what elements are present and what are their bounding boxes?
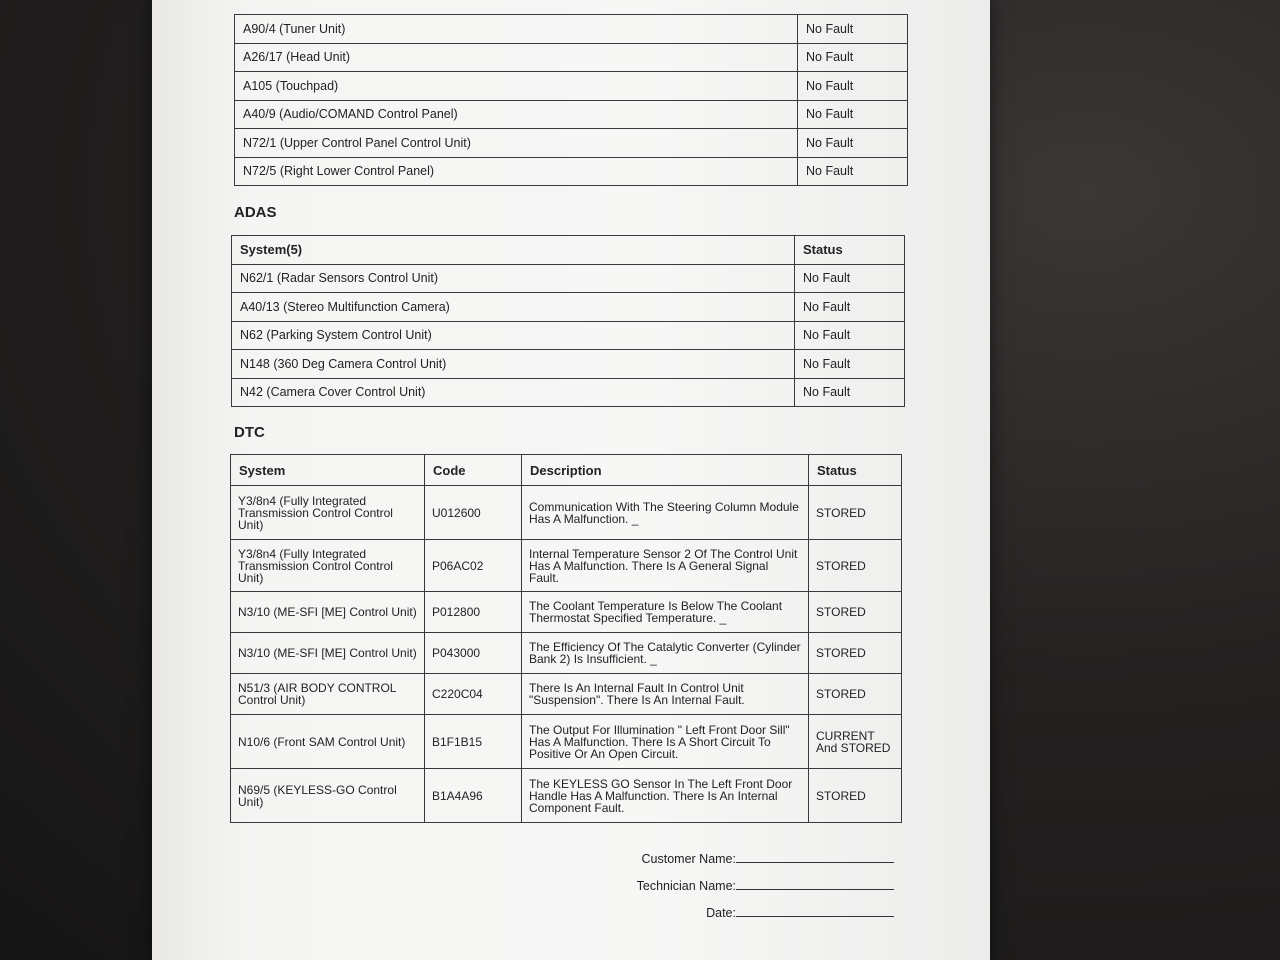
system-cell: A90/4 (Tuner Unit) bbox=[235, 15, 798, 44]
status-cell: STORED bbox=[809, 592, 902, 633]
system-cell: A40/13 (Stereo Multifunction Camera) bbox=[232, 293, 795, 322]
description-cell: There Is An Internal Fault In Control Unit "Suspension". There Is An Internal Fault. bbox=[522, 674, 809, 715]
status-cell: No Fault bbox=[795, 321, 905, 350]
status-cell: STORED bbox=[809, 486, 902, 540]
table-row bbox=[235, 15, 908, 44]
status-cell: STORED bbox=[809, 769, 902, 823]
system-cell: N3/10 (ME-SFI [ME] Control Unit) bbox=[231, 633, 425, 674]
system-cell: Y3/8n4 (Fully Integrated Transmission Control Control Unit) bbox=[231, 486, 425, 540]
system-cell: N42 (Camera Cover Control Unit) bbox=[232, 378, 795, 407]
system-cell: N3/10 (ME-SFI [ME] Control Unit) bbox=[231, 592, 425, 633]
customer-name-line bbox=[600, 852, 900, 866]
status-header: Status bbox=[795, 236, 905, 265]
system-cell: N69/5 (KEYLESS-GO Control Unit) bbox=[231, 769, 425, 823]
customer-name-label: Customer Name: bbox=[641, 852, 736, 866]
status-header: Status bbox=[809, 455, 902, 486]
system-header: System(5) bbox=[232, 236, 795, 265]
code-cell: P06AC02 bbox=[425, 540, 522, 592]
system-cell: A26/17 (Head Unit) bbox=[235, 43, 798, 72]
adas-table bbox=[231, 235, 905, 407]
system-cell: A105 (Touchpad) bbox=[235, 72, 798, 101]
description-cell: The Output For Illumination " Left Front Door Sill" Has A Malfunction. There Is A Short Circuit To Positive Or An Open Circuit. bbox=[522, 715, 809, 769]
system-cell: N51/3 (AIR BODY CONTROL Control Unit) bbox=[231, 674, 425, 715]
status-cell: No Fault bbox=[798, 129, 908, 158]
table-row bbox=[235, 43, 908, 72]
dtc-table bbox=[230, 454, 902, 823]
status-cell: STORED bbox=[809, 633, 902, 674]
description-cell: The Efficiency Of The Catalytic Converter (Cylinder Bank 2) Is Insufficient. _ bbox=[522, 633, 809, 674]
table-row bbox=[231, 633, 902, 674]
system-cell: N62/1 (Radar Sensors Control Unit) bbox=[232, 264, 795, 293]
date-label: Date: bbox=[706, 906, 736, 920]
signature-blank bbox=[736, 879, 894, 890]
technician-name-label: Technician Name: bbox=[636, 879, 736, 893]
table-header-row bbox=[231, 455, 902, 486]
status-cell: No Fault bbox=[798, 72, 908, 101]
status-cell: STORED bbox=[809, 540, 902, 592]
table-row bbox=[232, 321, 905, 350]
status-cell: No Fault bbox=[798, 43, 908, 72]
table-row bbox=[235, 72, 908, 101]
status-cell: No Fault bbox=[798, 157, 908, 186]
table-row bbox=[231, 769, 902, 823]
description-cell: The KEYLESS GO Sensor In The Left Front Door Handle Has A Malfunction. There Is An Internal Component Fault. bbox=[522, 769, 809, 823]
signature-blank bbox=[736, 852, 894, 863]
date-line bbox=[600, 906, 900, 920]
status-cell: STORED bbox=[809, 674, 902, 715]
technician-name-line bbox=[600, 879, 900, 893]
system-cell: N10/6 (Front SAM Control Unit) bbox=[231, 715, 425, 769]
table-row bbox=[231, 674, 902, 715]
code-cell: B1F1B15 bbox=[425, 715, 522, 769]
code-cell: P043000 bbox=[425, 633, 522, 674]
table-row bbox=[232, 264, 905, 293]
table-row bbox=[235, 100, 908, 129]
dtc-heading: DTC bbox=[234, 424, 265, 441]
system-cell: Y3/8n4 (Fully Integrated Transmission Control Control Unit) bbox=[231, 540, 425, 592]
table-header-row bbox=[232, 236, 905, 265]
code-header: Code bbox=[425, 455, 522, 486]
signature-blank bbox=[736, 906, 894, 917]
code-cell: C220C04 bbox=[425, 674, 522, 715]
table-row bbox=[231, 540, 902, 592]
adas-heading: ADAS bbox=[234, 204, 277, 221]
description-cell: Internal Temperature Sensor 2 Of The Control Unit Has A Malfunction. There Is A General Signal Fault. bbox=[522, 540, 809, 592]
code-cell: P012800 bbox=[425, 592, 522, 633]
table-row bbox=[232, 293, 905, 322]
status-cell: No Fault bbox=[795, 264, 905, 293]
status-cell: No Fault bbox=[795, 378, 905, 407]
system-cell: N148 (360 Deg Camera Control Unit) bbox=[232, 350, 795, 379]
table-row bbox=[231, 592, 902, 633]
system-cell: N62 (Parking System Control Unit) bbox=[232, 321, 795, 350]
table-row bbox=[235, 129, 908, 158]
table-row bbox=[231, 486, 902, 540]
system-cell: N72/5 (Right Lower Control Panel) bbox=[235, 157, 798, 186]
code-cell: U012600 bbox=[425, 486, 522, 540]
description-header: Description bbox=[522, 455, 809, 486]
status-cell: No Fault bbox=[798, 100, 908, 129]
description-cell: The Coolant Temperature Is Below The Coolant Thermostat Specified Temperature. _ bbox=[522, 592, 809, 633]
system-cell: N72/1 (Upper Control Panel Control Unit) bbox=[235, 129, 798, 158]
table-row bbox=[232, 350, 905, 379]
table-row bbox=[235, 157, 908, 186]
status-cell: No Fault bbox=[798, 15, 908, 44]
status-cell: CURRENT And STORED bbox=[809, 715, 902, 769]
table-row bbox=[232, 378, 905, 407]
system-cell: A40/9 (Audio/COMAND Control Panel) bbox=[235, 100, 798, 129]
table-row bbox=[231, 715, 902, 769]
status-cell: No Fault bbox=[795, 350, 905, 379]
code-cell: B1A4A96 bbox=[425, 769, 522, 823]
description-cell: Communication With The Steering Column Module Has A Malfunction. _ bbox=[522, 486, 809, 540]
system-header: System bbox=[231, 455, 425, 486]
status-cell: No Fault bbox=[795, 293, 905, 322]
module-status-table bbox=[234, 14, 908, 186]
